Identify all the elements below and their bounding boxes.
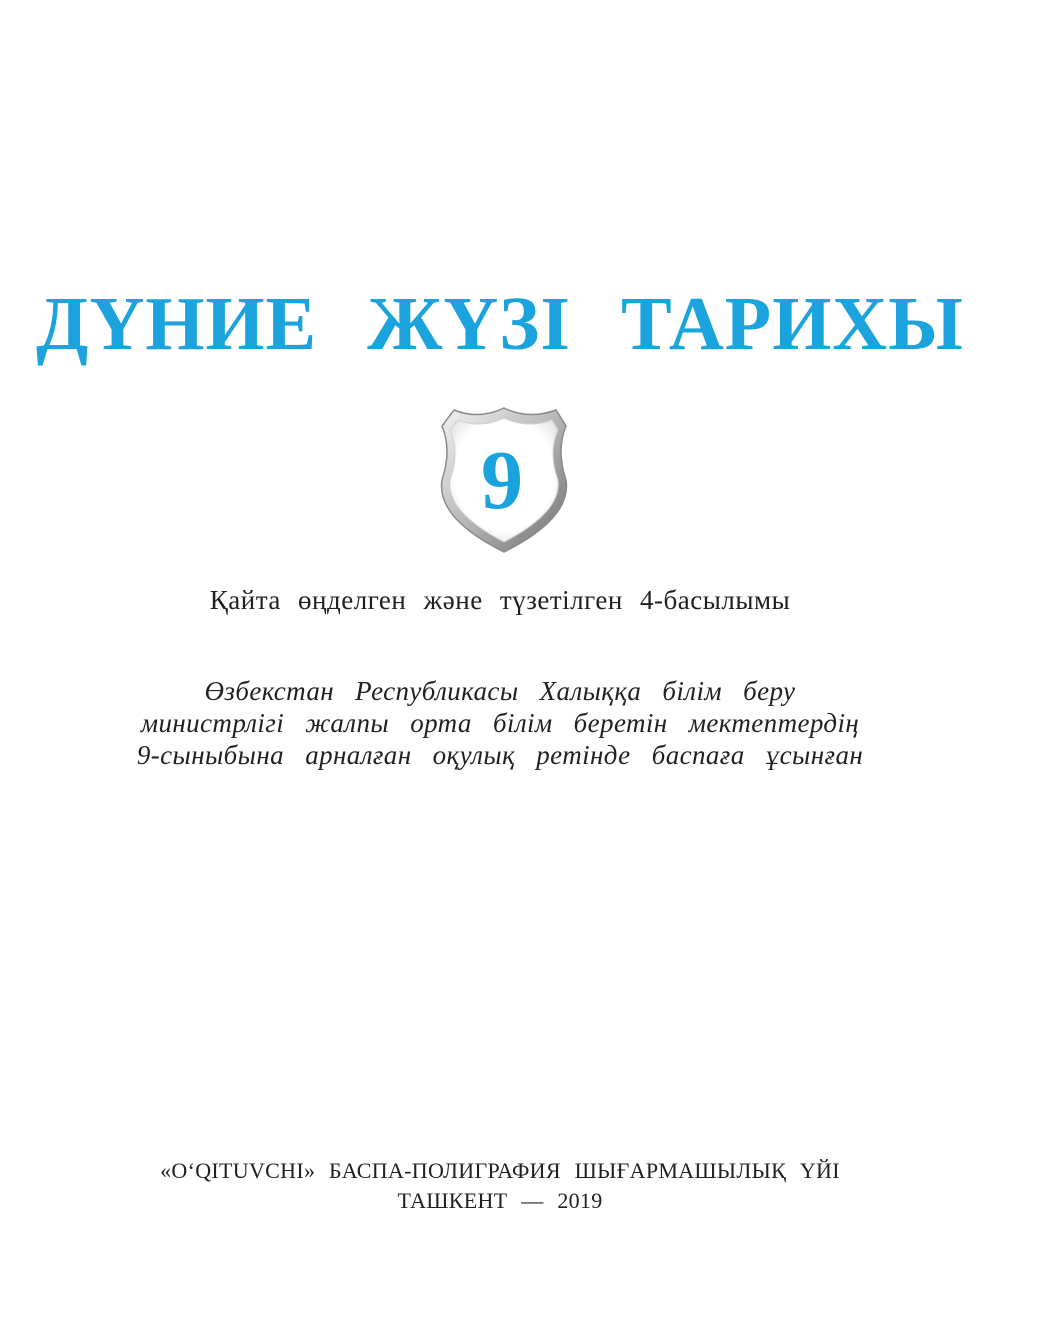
edition-note: Қайта өңделген және түзетілген 4-басылымы [209,585,791,615]
grade-number: 9 [481,434,523,527]
publisher-name: «O‘QITUVCHI» БАСПА-ПОЛИГРАФИЯ ШЫҒАРМАШЫЛЫҚ ҮЙІ [160,1158,840,1183]
publisher-city-year: ТАШКЕНТ — 2019 [397,1188,603,1213]
book-title: ДҮНИЕ ЖҮЗІ ТАРИХЫ [36,282,964,366]
recommendation-text [0,675,1000,771]
recommendation-line-1: Өзбекстан Республикасы Халыққа білім беру [204,676,796,706]
recommendation-line-3: 9-сыныбына арналған оқулық ретінде баспаға ұсынған [136,740,864,770]
publisher-block [0,1156,1000,1216]
recommendation-line-2: министрлігі жалпы орта білім беретін мектептердің [140,708,860,738]
